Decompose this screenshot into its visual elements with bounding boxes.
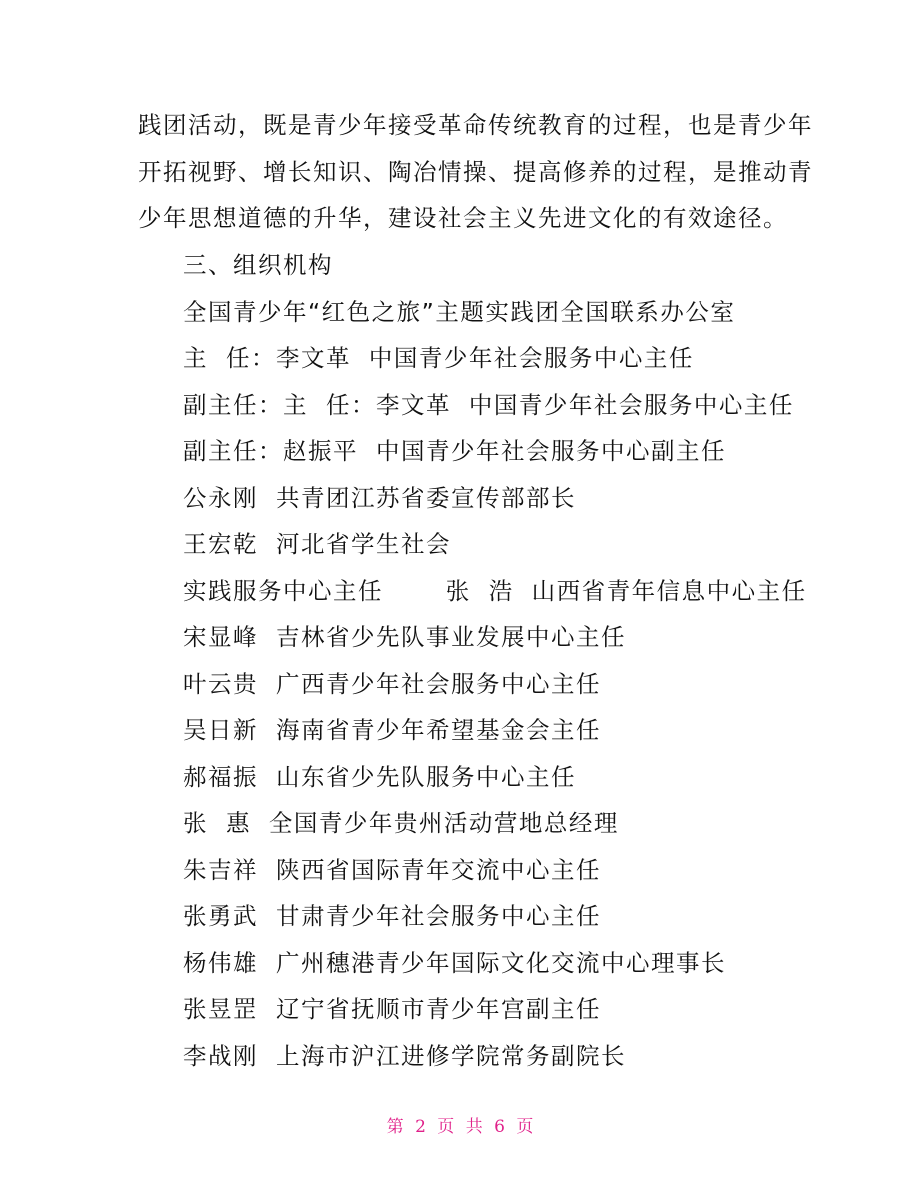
member-line: 副主任：主 任：李文革 中国青少年社会服务中心主任 — [183, 390, 794, 419]
page-footer: 第 2 页 共 6 页 — [386, 1117, 534, 1137]
member-line: 朱吉祥 陕西省国际青年交流中心主任 — [183, 855, 601, 884]
member-line: 郝福振 山东省少先队服务中心主任 — [183, 762, 576, 791]
intro-line: 践团活动，既是青少年接受革命传统教育的过程，也是青少年 — [138, 111, 813, 139]
member-line: 张 惠 全国青少年贵州活动营地总经理 — [183, 809, 619, 837]
member-line: 王宏乾 河北省学生社会 — [183, 530, 451, 558]
member-line: 杨伟雄 广州穗港青少年国际文化交流中心理事长 — [183, 948, 726, 977]
member-line: 吴日新 海南省青少年希望基金会主任 — [183, 716, 601, 744]
intro-line: 开拓视野、增长知识、陶冶情操、提高修养的过程，是推动青 — [138, 157, 813, 186]
member-line: 张勇武 甘肃青少年社会服务中心主任 — [183, 902, 601, 930]
member-line: 公永刚 共青团江苏省委宣传部部长 — [183, 483, 576, 512]
member-line: 主 任：李文革 中国青少年社会服务中心主任 — [183, 344, 694, 372]
member-line: 张昱罡 辽宁省抚顺市青少年宫副主任 — [183, 995, 601, 1023]
section-heading: 三、组织机构 — [183, 251, 333, 279]
intro-paragraph — [138, 102, 813, 242]
member-line: 副主任：赵振平 中国青少年社会服务中心副主任 — [183, 437, 726, 465]
member-line: 叶云贵 广西青少年社会服务中心主任 — [183, 669, 601, 698]
member-line: 实践服务中心主任 张 浩 山西省青年信息中心主任 — [183, 576, 807, 605]
org-title: 全国青少年“红色之旅”主题实践团全国联系办公室 — [183, 297, 736, 326]
org-section — [183, 242, 883, 1079]
member-line: 李战刚 上海市沪江进修学院常务副院长 — [183, 1041, 626, 1070]
intro-line: 少年思想道德的升华，建设社会主义先进文化的有效途径。 — [138, 204, 788, 232]
member-line: 宋显峰 吉林省少先队事业发展中心主任 — [183, 623, 626, 651]
